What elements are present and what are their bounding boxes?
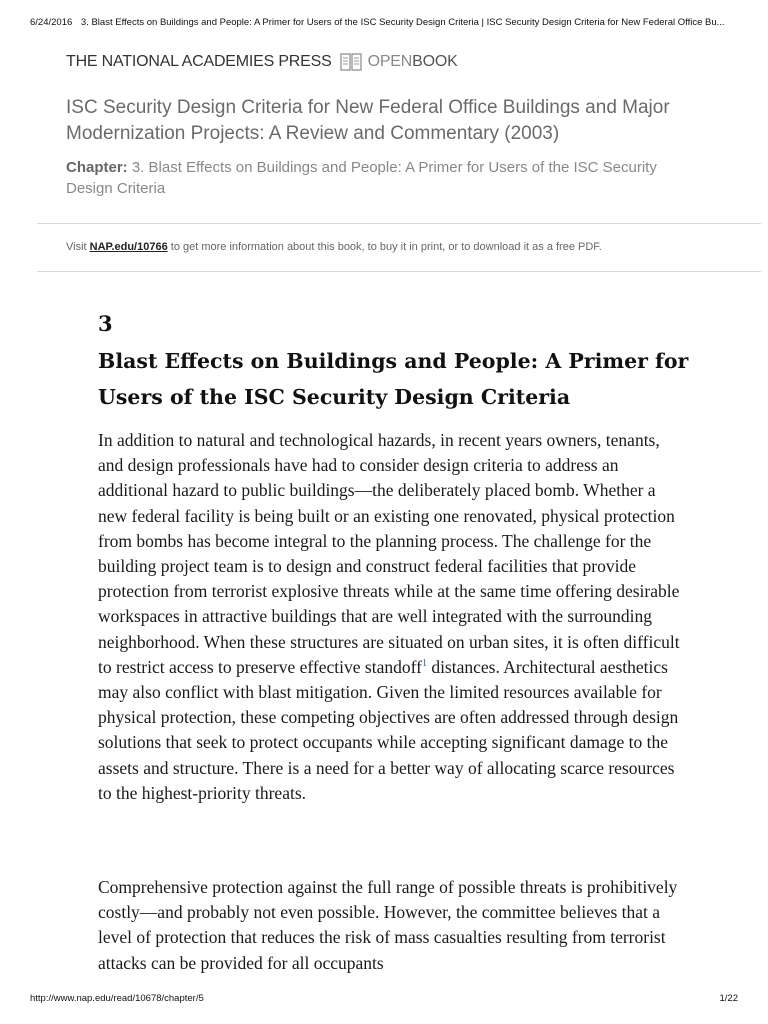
body-paragraph [98, 428, 684, 806]
brand-open: OPEN [367, 53, 413, 70]
open-book-icon [340, 52, 362, 72]
chapter-label: Chapter: [66, 159, 128, 176]
chapter-line [66, 157, 706, 199]
print-footer [30, 993, 738, 1005]
chapter-number: 3 [98, 311, 113, 336]
nap-book-link[interactable]: NAP.edu/10766 [89, 241, 168, 253]
brand-openbook [368, 53, 458, 71]
print-url: http://www.nap.edu/read/10678/chapter/5 [30, 993, 204, 1004]
footnote-link[interactable]: 1 [421, 658, 427, 669]
paragraph-text: In addition to natural and technological hazards, in recent years owners, tenants, and design professionals have had to consider design criteria to address an additional hazard to public buildings—the deliberately placed bomb. Whether a new federal facility is being built or an existing one renovated, physical protection from bombs has become integral to the planning process. The challenge for the building project team is to design and construct federal facilities that provide protection from terrorist explosive threats while at the same time offering desirable workspaces in attractive buildings that are well integrated with the surrounding neighborhood. When these structures are situated on urban sites, it is often difficult to restrict access to preserve effective standoff [98, 430, 680, 677]
brand-book: BOOK [412, 53, 458, 70]
visit-prefix: Visit [66, 241, 90, 253]
nap-openbook-logo[interactable] [66, 50, 458, 74]
print-date: 6/24/2016 [30, 17, 73, 28]
print-page-number: 1/22 [719, 993, 738, 1004]
visit-suffix: to get more information about this book, to buy it in print, or to download it as a free PDF. [167, 241, 602, 253]
visit-notice [66, 240, 726, 254]
book-title[interactable]: ISC Security Design Criteria for New Federal Office Buildings and Major Modernization Projects: A Review and Commentary (2003) [66, 97, 670, 144]
paragraph-text: distances. Architectural aesthetics may also conflict with blast mitigation. Given the limited resources available for physical protection, these competing objectives are often addressed through design solutions that seek to protect occupants while accepting significant damage to the assets and structure. There is a need for a better way of allocating scarce resources to the highest-priority threats. [98, 656, 679, 803]
print-header [30, 17, 742, 29]
print-page-title: 3. Blast Effects on Buildings and People: A Primer for Users of the ISC Security Design Criteria | ISC Security Design Criteria for New Federal Office Bu... [80, 17, 725, 28]
divider-bottom [37, 271, 761, 272]
divider-top [37, 223, 761, 224]
brand-press-name: THE NATIONAL ACADEMIES PRESS [66, 53, 332, 70]
body-paragraph: Comprehensive protection against the full range of possible threats is prohibitively costly—and probably not even possible. However, the committee believes that a level of protection that reduces the risk of mass casualties resulting from terrorist attacks can be provided for all occupants [98, 877, 678, 973]
chapter-title: 3. Blast Effects on Buildings and People: A Primer for Users of the ISC Security Design Criteria [66, 159, 657, 197]
chapter-heading: Blast Effects on Buildings and People: A Primer for Users of the ISC Security Design Criteria [98, 349, 689, 409]
